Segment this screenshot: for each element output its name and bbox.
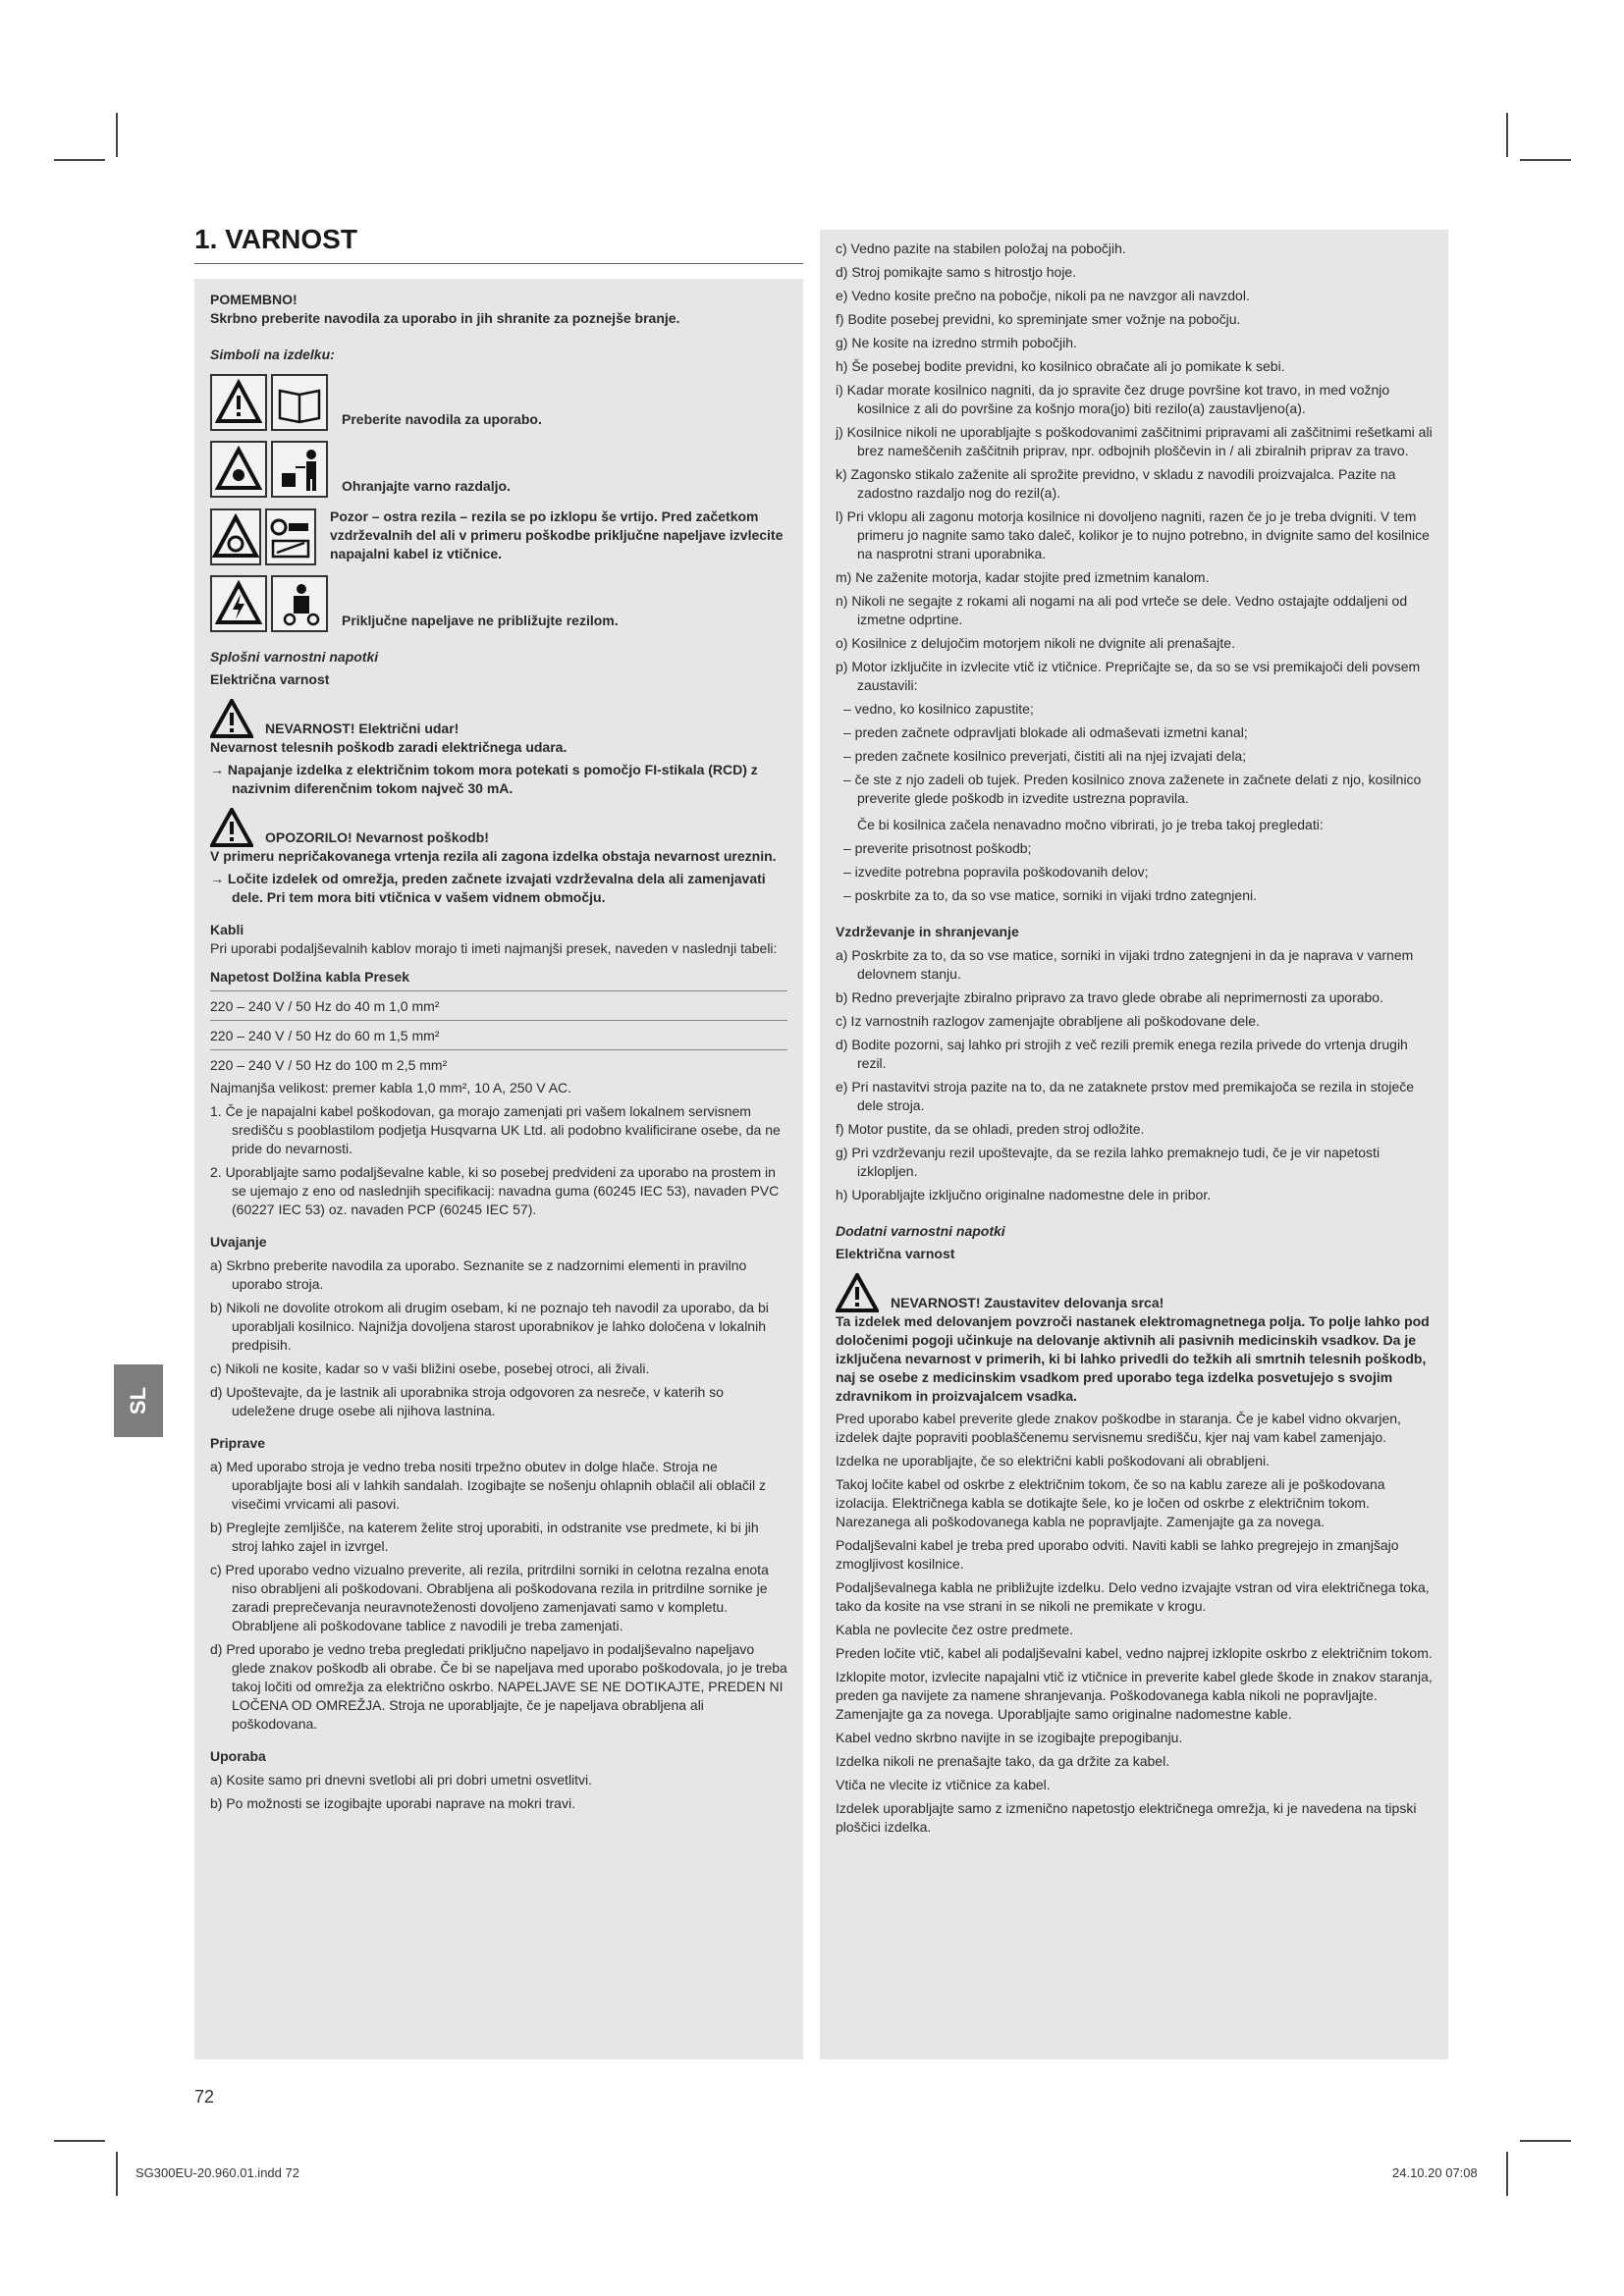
crop-mark — [116, 2152, 118, 2196]
electrical-safety-title: Električna varnost — [210, 671, 330, 687]
sub-item: – preden začnete kosilnico preverjati, čistiti ali na njej izvajati dela; — [843, 748, 1247, 764]
language-tab: SL — [114, 1364, 163, 1437]
warning-text: V primeru nepričakovanega vrtenja rezila ali zagona izdelka obstaja nevarnost ureznin. — [210, 848, 777, 864]
paragraph: Izdelek uporabljajte samo z izmenično napetostjo električnega omrežja, ki je navedena na tipski ploščici izdelka. — [836, 1800, 1417, 1835]
list-item: p) Motor izključite in izvlecite vtič iz vtičnice. Prepričajte se, da so se vsi premikajoči deli povsem zaustavili: — [836, 659, 1421, 693]
warning-triangle-icon — [210, 699, 253, 738]
table-row — [210, 1021, 787, 1050]
read-manual-icon — [271, 374, 328, 431]
list-item: a) Med uporabo stroja je vedno treba nositi trpežno obutev in dolge hlače. Stroja ne uporabljajte bosi ali v lahkih sandalah. Izogibajte se nošenju ohlapnih oblačil ali oblačil z visečimi vrvicami ali pasovi. — [210, 1459, 767, 1512]
list-item: e) Pri nastavitvi stroja pazite na to, da ne zataknete prstov med premikajoča se rezila in stoječe dele stroja. — [836, 1079, 1415, 1113]
list-item: c) Pred uporabo vedno vizualno preverite, ali rezila, pritrdilni sorniki in celotna rezalna enota niso obrabljeni ali poškodovani. Obrabljena ali poškodovana rezila in pritrdilne sornike je zaradi preprečevanja neuravnoteženosti dovoljeno zamenjavati samo v kompletu. Obrabljene ali poškodovane tablice z navodili je treba zamenjati. — [210, 1562, 769, 1633]
crop-mark — [1520, 159, 1571, 161]
crop-mark — [1506, 2152, 1508, 2196]
warning-triangle-icon — [210, 808, 253, 847]
warning-triangle-icon — [210, 575, 267, 632]
danger-header — [836, 1273, 1433, 1312]
paragraph: Izdelka nikoli ne prenašajte tako, da ga držite za kabel. — [836, 1753, 1170, 1769]
list-item: d) Upoštevajte, da je lastnik ali uporabnika stroja odgovoren za nesreče, v katerih so udeležene druge osebe ali njihova lastnina. — [210, 1384, 724, 1418]
danger-label: NEVARNOST! Zaustavitev delovanja srca! — [891, 1295, 1164, 1310]
warning-triangle-icon — [836, 1273, 879, 1312]
sharp-blades-icon — [265, 508, 316, 565]
list-item: d) Pred uporabo je vedno treba pregledati priključno napeljavo in podaljševalno napeljavo glede znakov poškodb ali obrabe. Če bi se napeljava med uporabo poškodovala, jo je treba takoj ločiti od omrežja za električno oskrbo. NAPELJAVE SE NE DOTIKAJTE, PREDEN NI LOČENA OD OMREŽJA. Stroja ne uporabljajte, če je napeljava obrabljena ali poškodovana. — [210, 1641, 787, 1732]
list-item: f) Bodite posebej previdni, ko spreminjate smer vožnje na pobočju. — [836, 311, 1241, 327]
sub-item: – če ste z njo zadeli ob tujek. Preden kosilnico znova zaženete in začnete delati z njo, kosilnico preverite glede poškodb in izvedite ustrezna popravila. — [843, 772, 1422, 806]
table-row — [210, 991, 787, 1021]
warning-triangle-icon — [210, 508, 261, 565]
min-values-text: Najmanjša velikost: premer kabla 1,0 mm², 10 A, 250 V AC. — [210, 1080, 572, 1095]
keep-distance-icon — [271, 441, 328, 498]
training-title: Uvajanje — [210, 1234, 267, 1250]
list-item: k) Zagonsko stikalo zaženite ali sprožite previdno, v skladu z navodili proizvajalca. Pazite na zadostno razdaljo nog do rezil(a). — [836, 466, 1396, 501]
footer-file-info: SG300EU-20.960.01.indd 72 — [135, 2165, 299, 2180]
table-cell: 220 – 240 V / 50 Hz do 100 m 2,5 mm² — [210, 1050, 787, 1080]
list-item: f) Motor pustite, da se ohladi, preden stroj odložite. — [836, 1121, 1145, 1137]
list-item: h) Še posebej bodite previdni, ko kosilnico obračate ali jo pomikate k sebi. — [836, 358, 1285, 374]
sub-item: – poskrbite za to, da so vse matice, sorniki in vijaki trdno zategnjeni. — [843, 887, 1257, 903]
paragraph: Kabel vedno skrbno navijte in se izogibajte prepogibanju. — [836, 1730, 1183, 1745]
list-item: j) Kosilnice nikoli ne uporabljajte s poškodovanimi zaščitnimi pripravami ali zaščitnimi rešetkami ali brez nameščenih zaščitnih priprav, npr. odbojnih ploščevin in / ali zbiralnih priprav za travo. — [836, 424, 1433, 458]
warning-header — [210, 808, 787, 847]
warning-instruction: → Ločite izdelek od omrežja, preden začnete izvajati vzdrževalna dela ali zamenjavati dele. Pri tem mora biti vtičnica v vašem vidnem območju. — [210, 871, 766, 905]
list-item: i) Kadar morate kosilnico nagniti, da jo spravite čez druge površine kot travo, in med vožnjo kosilnice z ali do površine za košnjo mora(jo) biti rezilo(a) zaustavljeno(a). — [836, 382, 1390, 416]
list-item: c) Nikoli ne kosite, kadar so v vaši bližini osebe, posebej otroci, ali živali. — [210, 1361, 650, 1376]
list-item: h) Uporabljajte izključno originalne nadomestne dele in pribor. — [836, 1187, 1212, 1202]
paragraph: Izdelka ne uporabljajte, če so električni kabli poškodovani ali obrabljeni. — [836, 1453, 1271, 1468]
list-item: c) Iz varnostnih razlogov zamenjajte obrabljene ali poškodovane dele. — [836, 1013, 1260, 1029]
paragraph: Podaljševalnega kabla ne približujte izdelku. Delo vedno izvajajte vstran od vira električnega toka, tako da kosite na vse strani in se nikoli ne premikate v krogu. — [836, 1579, 1430, 1614]
cables-text: Pri uporabi podaljševalnih kablov morajo ti imeti najmanjši presek, naveden v naslednji tabeli: — [210, 940, 778, 956]
symbols-title: Simboli na izdelku: — [210, 347, 335, 362]
list-item: g) Ne kosite na izredno strmih pobočjih. — [836, 335, 1077, 350]
sub-item: – preden začnete odpravljati blokade ali odmaševati izmetni kanal; — [843, 724, 1248, 740]
list-item: b) Redno preverjajte zbiralno pripravo za travo glede obrabe ali neprimernosti za uporabo. — [836, 989, 1383, 1005]
list-item: n) Nikoli ne segajte z rokami ali nogami na ali pod vrteče se dele. Vedno ostajajte oddaljeni od izmetne odprtine. — [836, 593, 1408, 627]
warning-triangle-icon — [210, 374, 267, 431]
crop-mark — [116, 113, 118, 157]
maintenance-title: Vzdrževanje in shranjevanje — [836, 924, 1019, 939]
symbol-row — [210, 374, 787, 431]
important-label: POMEMBNO! — [210, 292, 298, 307]
footer-date: 24.10.20 07:08 — [1392, 2165, 1478, 2180]
right-column — [820, 230, 1448, 2059]
crop-mark — [1520, 2140, 1571, 2142]
page-title: 1. VARNOST — [194, 224, 357, 254]
table-cell: 220 – 240 V / 50 Hz do 40 m 1,0 mm² — [210, 991, 787, 1021]
title-divider — [194, 263, 803, 264]
sub-item: – izvedite potrebna popravila poškodovanih delov; — [843, 864, 1149, 880]
sub-item: – vedno, ko kosilnico zapustite; — [843, 701, 1034, 717]
additional-safety-title: Dodatni varnostni napotki — [836, 1223, 1005, 1239]
symbol-row — [210, 575, 787, 632]
danger-instruction: → Napajanje izdelka z električnim tokom mora potekati s pomočjo FI-stikala (RCD) z nazivnim diferenčnim tokom največ 30 mA. — [210, 762, 758, 796]
table-cell: 220 – 240 V / 50 Hz do 60 m 1,5 mm² — [210, 1021, 787, 1050]
use-title: Uporaba — [210, 1748, 266, 1764]
danger-text: Ta izdelek med delovanjem povzroči nastanek elektromagnetnega polja. To polje lahko pod določenimi pogoji učinkuje na delovanje aktivnih ali pasivnih medicinskih vsadkov. Da je izključena nevarnost v primerih, ki bi lahko privedli do težkih ali smrtnih telesnih poškodb, naj se osebe z medicinskim vsadkom pred uporabo tega izdelka posvetujejo s svojim zdravnikom in proizvajalcem vsadka. — [836, 1313, 1430, 1404]
warning-triangle-icon — [210, 441, 267, 498]
paragraph: Izklopite motor, izvlecite napajalni vtič iz vtičnice in preverite kabel glede škode in znakov staranja, preden ga navijete za namene shranjevanja. Poškodovanega kabla nikoli ne popravljajte. Zamenjajte ga za novega. Uporabljajte samo originalne nadomestne kable. — [836, 1669, 1433, 1722]
paragraph: Podaljševalni kabel je treba pred uporabo odviti. Naviti kabli se lahko pregrejejo in zmanjšajo zmogljivost kosilnice. — [836, 1537, 1399, 1572]
list-item: a) Poskrbite za to, da so vse matice, sorniki in vijaki trdno zategnjeni in da je naprava v varnem delovnem stanju. — [836, 947, 1414, 982]
danger-label: NEVARNOST! Električni udar! — [265, 721, 460, 736]
list-item: b) Nikoli ne dovolite otrokom ali drugim osebam, ki ne poznajo teh navodil za uporabo, da bi uporabljali kosilnico. Najnižja dovoljena starost uporabnikov je lahko določena v lokalnih predpisih. — [210, 1300, 769, 1353]
paragraph: Pred uporabo kabel preverite glede znakov poškodbe in staranja. Če je kabel vidno okvarjen, izdelek dajte popraviti pooblaščenemu servisnemu središču, kjer naj vam kabel zamenjajo. — [836, 1411, 1401, 1445]
symbol-text: Priključne napeljave ne približujte rezilom. — [342, 613, 619, 628]
preparation-title: Priprave — [210, 1435, 266, 1451]
paragraph: Preden ločite vtič, kabel ali podaljševalni kabel, vedno najprej izklopite oskrbo z električnim tokom. — [836, 1645, 1433, 1661]
list-item: d) Bodite pozorni, saj lahko pri strojih z več rezili premik enega rezila privede do vrtenja drugih rezil. — [836, 1037, 1408, 1071]
warning-label: OPOZORILO! Nevarnost poškodb! — [265, 829, 489, 845]
table-row — [210, 1050, 787, 1080]
list-item: 1. Če je napajalni kabel poškodovan, ga morajo zamenjati pri vašem lokalnem servisnem središču s pooblastilom podjetja Husqvarna UK Ltd. ali podobno kvalificirane osebe, da ne pride do nevarnosti. — [210, 1103, 781, 1156]
list-item: a) Skrbno preberite navodila za uporabo. Seznanite se z nadzornimi elementi in pravilno uporabo stroja. — [210, 1257, 747, 1292]
important-text: Skrbno preberite navodila za uporabo in jih shranite za poznejše branje. — [210, 310, 680, 326]
page-number: 72 — [194, 2087, 215, 2107]
symbol-row — [210, 507, 787, 565]
symbol-row — [210, 441, 787, 498]
list-item: o) Kosilnice z delujočim motorjem nikoli ne dvignite ali prenašajte. — [836, 635, 1235, 651]
symbol-text: Ohranjajte varno razdaljo. — [342, 478, 511, 494]
symbol-text: Pozor – ostra rezila – rezila se po izklopu še vrtijo. Pred začetkom vzdrževalnih del ali v primeru poškodbe priključne napeljave izvlecite napajalni kabel iz vtičnice. — [330, 508, 784, 561]
list-item: g) Pri vzdrževanju rezil upoštevajte, da se rezila lahko premaknejo tudi, če je vir napetosti izklopljen. — [836, 1145, 1380, 1179]
cable-blades-icon — [271, 575, 328, 632]
vibration-text: Če bi kosilnica začela nenavadno močno vibrirati, jo je treba takoj pregledati: — [857, 817, 1324, 832]
crop-mark — [54, 2140, 105, 2142]
list-item: l) Pri vklopu ali zagonu motorja kosilnice ni dovoljeno nagniti, razen če jo je treba dvigniti. V tem primeru jo nagnite samo tako daleč, kolikor je to nujno potrebno, in dvignite samo del kosilnice na nasprotni strani uporabnika. — [836, 508, 1430, 561]
cables-title: Kabli — [210, 922, 244, 937]
paragraph: Vtiča ne vlecite iz vtičnice za kabel. — [836, 1777, 1051, 1792]
list-item: a) Kosite samo pri dnevni svetlobi ali pri dobri umetni osvetlitvi. — [210, 1772, 593, 1788]
cable-table — [210, 990, 787, 1079]
crop-mark — [54, 159, 105, 161]
list-item: b) Po možnosti se izogibajte uporabi naprave na mokri travi. — [210, 1795, 575, 1811]
left-column — [194, 279, 803, 2059]
list-item: m) Ne zaženite motorja, kadar stojite pred izmetnim kanalom. — [836, 569, 1210, 585]
list-item: d) Stroj pomikajte samo s hitrostjo hoje. — [836, 264, 1077, 280]
list-item: c) Vedno pazite na stabilen položaj na pobočjih. — [836, 240, 1126, 256]
list-item: b) Preglejte zemljišče, na katerem želite stroj uporabiti, in odstranite vse predmete, ki bi jih stroj lahko zajel in izvrgel. — [210, 1520, 759, 1554]
electrical-safety-title: Električna varnost — [836, 1246, 955, 1261]
list-item: e) Vedno kosite prečno na pobočje, nikoli pa ne navzgor ali navzdol. — [836, 288, 1250, 303]
paragraph: Kabla ne povlecite čez ostre predmete. — [836, 1622, 1074, 1637]
symbol-text: Preberite navodila za uporabo. — [342, 411, 542, 427]
list-item: 2. Uporabljajte samo podaljševalne kable, ki so posebej predvideni za uporabo na prostem in se ujemajo z eno od naslednjih specifikacij: navadna guma (60245 IEC 53), navaden PVC (60227 IEC 53) oz. navaden PCP (60245 IEC 57). — [210, 1164, 780, 1217]
sub-item: – preverite prisotnost poškodb; — [843, 840, 1032, 856]
crop-mark — [1506, 113, 1508, 157]
general-safety-title: Splošni varnostni napotki — [210, 649, 379, 665]
danger-text: Nevarnost telesnih poškodb zaradi električnega udara. — [210, 739, 568, 755]
danger-header — [210, 699, 787, 738]
table-header: Napetost Dolžina kabla Presek — [210, 969, 410, 985]
paragraph: Takoj ločite kabel od oskrbe z električnim tokom, če so na kablu zareze ali je poškodovana izolacija. Električnega kabla se dotikajte šele, ko je ločen od oskrbe z električnim tokom. Narezanega ali poškodovanega kabla ne popravljajte. Zamenjajte ga za novega. — [836, 1476, 1385, 1529]
